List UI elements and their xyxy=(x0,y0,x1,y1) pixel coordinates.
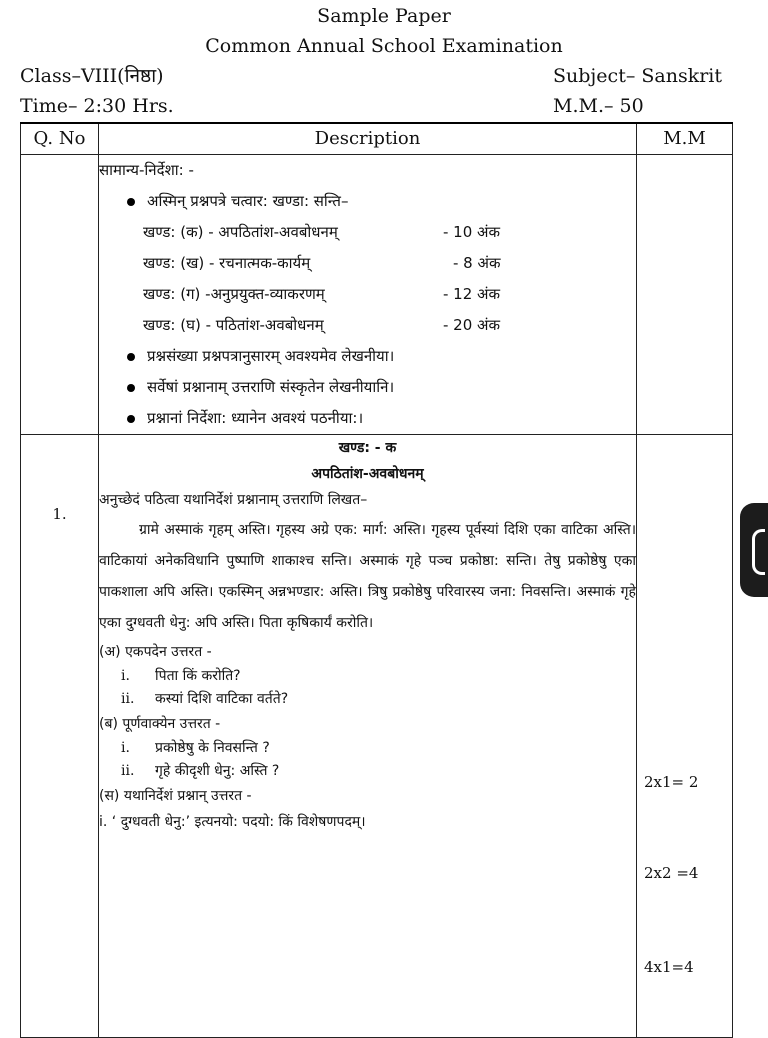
instruction-bullet-3: सर्वेषां प्रश्नानाम् उत्तराणि संस्कृतेन लेखनीयानि। xyxy=(99,372,636,403)
subq-number: ii. xyxy=(121,763,135,779)
list-item xyxy=(99,737,636,760)
instructions-heading: सामान्य-निर्देशा: - xyxy=(99,161,194,179)
list-item xyxy=(99,688,636,711)
section-marks: - 12 अंक xyxy=(443,285,501,303)
question-table xyxy=(20,122,733,1038)
question-number: 1. xyxy=(21,435,99,1038)
question-1-marks-cell xyxy=(637,435,733,1038)
subject-label: Subject– Sanskrit xyxy=(553,65,723,87)
part-b-label: (ब) पूर्णवाक्येन उत्तरत - xyxy=(99,716,221,732)
col-header-description: Description xyxy=(99,123,637,155)
table-header-row xyxy=(21,123,733,155)
instructions-row xyxy=(21,155,733,435)
part-c-marks: 4x1=4 xyxy=(644,958,694,976)
section-list-item xyxy=(99,217,636,248)
question-instruction: अनुच्छेदं पठित्वा यथानिर्देशं प्रश्नानाम् उत्तराणि लिखत– xyxy=(99,492,368,508)
section-marks: - 8 अंक xyxy=(453,254,501,272)
part-a-label: (अ) एकपदेन उत्तरत - xyxy=(99,644,212,660)
section-title: अपठितांश-अवबोधनम् xyxy=(311,466,424,482)
instruction-bullet-1: अस्मिन् प्रश्नपत्रे चत्वार: खण्डा: सन्ति– xyxy=(99,186,636,217)
section-name: खण्ड: (ग) -अनुप्रयुक्त-व्याकरणम् xyxy=(143,285,325,303)
part-c-label: (स) यथानिर्देशं प्रश्नान् उत्तरत - xyxy=(99,788,252,804)
subq-text: गृहे कीदृशी धेनु: अस्ति ? xyxy=(155,763,280,779)
instruction-bullet-2: प्रश्नसंख्या प्रश्नपत्रानुसारम् अवश्यमेव लेखनीया। xyxy=(99,341,636,372)
part-b-marks: 2x2 =4 xyxy=(644,864,699,882)
passage-text: ग्रामे अस्माकं गृहम् अस्ति। गृहस्य अग्रे एक: मार्ग: अस्ति। गृहस्य पूर्वस्यां दिशि एका वाटिका अस्ति। वाटिकायां अनेकविधानि पुष्पाणि शाकाश्च सन्ति। अस्माकं गृहे पञ्च प्रकोष्ठा: सन्ति। तेषु प्रकोष्ठेषु एका पाकशाला अपि अस्ति। एकस्मिन् अन्नभण्डार: अस्ति। त्रिषु प्रकोष्ठेषु परिवारस्य जना: निवसन्ति। अस्माकं गृहे एका दुग्धवती धेनु: अपि अस्ति। पिता कृषिकार्यं करोति। xyxy=(99,522,636,631)
instruction-bullet-4: प्रश्नानां निर्देशा: ध्यानेन अवश्यं पठनीया:। xyxy=(99,403,636,434)
question-1-row xyxy=(21,435,733,1038)
section-name: खण्ड: (क) - अपठितांश-अवबोधनम् xyxy=(143,223,338,241)
section-marks: - 20 अंक xyxy=(443,316,501,334)
subq-text: पिता किं करोति? xyxy=(155,668,241,684)
instructions-qno-cell xyxy=(21,155,99,435)
section-list-item xyxy=(99,248,636,279)
subq-text: कस्यां दिशि वाटिका वर्तते? xyxy=(155,691,289,707)
section-heading: खण्ड: - क xyxy=(338,440,397,456)
question-1-content xyxy=(99,435,637,1038)
col-header-marks: M.M xyxy=(637,123,733,155)
section-name: खण्ड: (ख) - रचनात्मक-कार्यम् xyxy=(143,254,311,272)
section-name: खण्ड: (घ) - पठितांश-अवबोधनम् xyxy=(143,316,324,334)
subq-text: प्रकोष्ठेषु के निवसन्ति ? xyxy=(155,740,270,756)
class-label: Class–VIII(निष्ठा) xyxy=(20,65,164,87)
subq-number: ii. xyxy=(121,691,135,707)
section-list-item xyxy=(99,310,636,341)
exam-name: Common Annual School Examination xyxy=(205,35,563,57)
section-marks: - 10 अंक xyxy=(443,223,501,241)
part-c-question: i. ‘ दुग्धवती धेनु:’ इत्यनयो: पदयो: किं विशेषणपदम्। xyxy=(99,814,366,830)
max-marks-label: M.M.– 50 xyxy=(553,95,644,117)
paper-title: Sample Paper xyxy=(317,5,451,27)
edge-handle-icon[interactable] xyxy=(740,503,768,597)
subq-number: i. xyxy=(121,740,130,756)
list-item xyxy=(99,665,636,688)
part-a-marks: 2x1= 2 xyxy=(644,773,699,791)
section-list-item xyxy=(99,279,636,310)
list-item xyxy=(99,760,636,783)
time-label: Time– 2:30 Hrs. xyxy=(20,95,174,117)
col-header-qno: Q. No xyxy=(21,123,99,155)
instructions-cell xyxy=(99,155,637,435)
instructions-marks-cell xyxy=(637,155,733,435)
subq-number: i. xyxy=(121,668,130,684)
